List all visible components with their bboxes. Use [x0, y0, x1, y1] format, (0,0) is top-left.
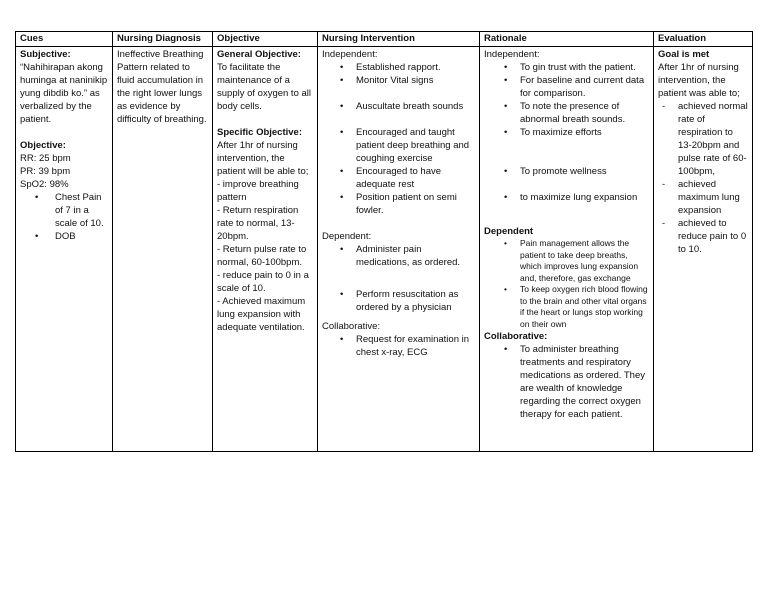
specific-objective-label: Specific Objective:	[217, 127, 303, 138]
cues-header: Cues	[16, 32, 112, 47]
intervention-dependent-label: Dependent:	[322, 231, 372, 242]
objective-item: - reduce pain to 0 in a scale of 10.	[217, 270, 309, 294]
list-item: • Encouraged and taught patient deep breathing and coughing exercise	[322, 126, 476, 165]
intervention-collaborative-label: Collaborative:	[322, 321, 381, 332]
list-item: • Encouraged to have adequate rest	[322, 165, 476, 191]
intervention-independent-list	[322, 61, 476, 217]
evaluation-list	[658, 100, 749, 256]
list-item: • Established rapport.	[322, 61, 476, 74]
objective-label: Objective:	[20, 140, 66, 151]
list-item: • To maximize efforts	[484, 126, 650, 139]
diagnosis-column	[113, 32, 213, 451]
diagnosis-header: Nursing Diagnosis	[113, 32, 212, 47]
rationale-dependent-label: Dependent	[484, 226, 534, 237]
list-item: • DOB	[20, 230, 109, 243]
objective-header: Objective	[213, 32, 317, 47]
list-item: • Administer pain medications, as ordered.	[322, 243, 476, 269]
specific-objective-text: After 1hr of nursing intervention, the patient will be able to;	[217, 140, 309, 177]
rationale-independent-label: Independent:	[484, 49, 540, 60]
list-item: • Pain management allows the patient to take deep breaths, which improves lung expansion and, therefore, gas exchange	[484, 238, 650, 284]
list-item: • Chest Pain of 7 in a scale of 10.	[20, 191, 109, 230]
intervention-dependent-list	[322, 243, 476, 314]
care-plan-table	[15, 31, 753, 452]
objective-item: - improve breathing pattern	[217, 179, 299, 203]
cues-bullets	[20, 191, 109, 243]
general-objective-text: To facilitate the maintenance of a supply of oxygen to all body cells.	[217, 62, 312, 112]
list-item: • To note the presence of abnormal breath sounds.	[484, 100, 650, 126]
list-item: • Monitor Vital signs	[322, 74, 476, 87]
rationale-collaborative-label: Collaborative:	[484, 331, 548, 342]
list-item: - achieved maximum lung expansion	[658, 178, 749, 217]
objective-item: - Return pulse rate to normal, 60-100bpm.	[217, 244, 307, 268]
diagnosis-text: Ineffective Breathing Pattern related to fluid accumulation in the right lower lungs as evidence by difficulty of breathing.	[117, 49, 207, 125]
list-item: - achieved to reduce pain to 0 to 10.	[658, 217, 749, 256]
list-item: • Request for examination in chest x-ray, ECG	[322, 333, 476, 359]
list-item: • to maximize lung expansion	[484, 191, 650, 204]
list-item: • To gin trust with the patient.	[484, 61, 650, 74]
rationale-body	[480, 47, 653, 421]
intervention-independent-label: Independent:	[322, 49, 378, 60]
rationale-dependent-list	[484, 238, 650, 330]
list-item: - achieved normal rate of respiration to 13-20bpm and pulse rate of 60-100bpm,	[658, 100, 749, 178]
list-item: • To promote wellness	[484, 165, 650, 178]
objective-item: - Achieved maximum lung expansion with adequate ventilation.	[217, 296, 306, 333]
list-item: • Position patient on semi fowler.	[322, 191, 476, 217]
vital-rr: RR: 25 bpm	[20, 153, 71, 164]
rationale-column	[480, 32, 654, 451]
vital-pr: PR: 39 bpm	[20, 166, 71, 177]
objective-body	[213, 47, 317, 334]
rationale-header: Rationale	[480, 32, 653, 47]
evaluation-header: Evaluation	[654, 32, 752, 47]
evaluation-column	[654, 32, 752, 451]
objective-column	[213, 32, 318, 451]
intervention-header: Nursing Intervention	[318, 32, 479, 47]
objective-item: - Return respiration rate to normal, 13-20bpm.	[217, 205, 299, 242]
vital-spo2: SpO2: 98%	[20, 179, 69, 190]
intervention-body	[318, 47, 479, 359]
goal-status: Goal is met	[658, 49, 710, 60]
general-objective-label: General Objective:	[217, 49, 301, 60]
subjective-label: Subjective:	[20, 49, 71, 60]
list-item: • For baseline and current data for comparison.	[484, 74, 650, 100]
intervention-collaborative-list	[322, 333, 476, 359]
rationale-independent-list	[484, 61, 650, 204]
subjective-text: “Nahihirapan akong huminga at naninikip yung dibdib ko.” as verbalized by the patient.	[20, 62, 108, 125]
list-item: • To keep oxygen rich blood flowing to the brain and other vital organs if the heart or lungs stop working on their own	[484, 284, 650, 330]
evaluation-intro: After 1hr of nursing intervention, the patient was able to;	[658, 62, 740, 99]
cues-column	[16, 32, 113, 451]
list-item: • Perform resuscitation as ordered by a physician	[322, 288, 476, 314]
rationale-collaborative-list	[484, 343, 650, 421]
intervention-column	[318, 32, 480, 451]
list-item: • Auscultate breath sounds	[322, 100, 476, 113]
diagnosis-body	[113, 47, 212, 126]
evaluation-body	[654, 47, 752, 256]
cues-body	[16, 47, 112, 243]
list-item: • To administer breathing treatments and respiratory medications as ordered. They are wealth of knowledge regarding the correct oxygen therapy for each patient.	[484, 343, 650, 421]
